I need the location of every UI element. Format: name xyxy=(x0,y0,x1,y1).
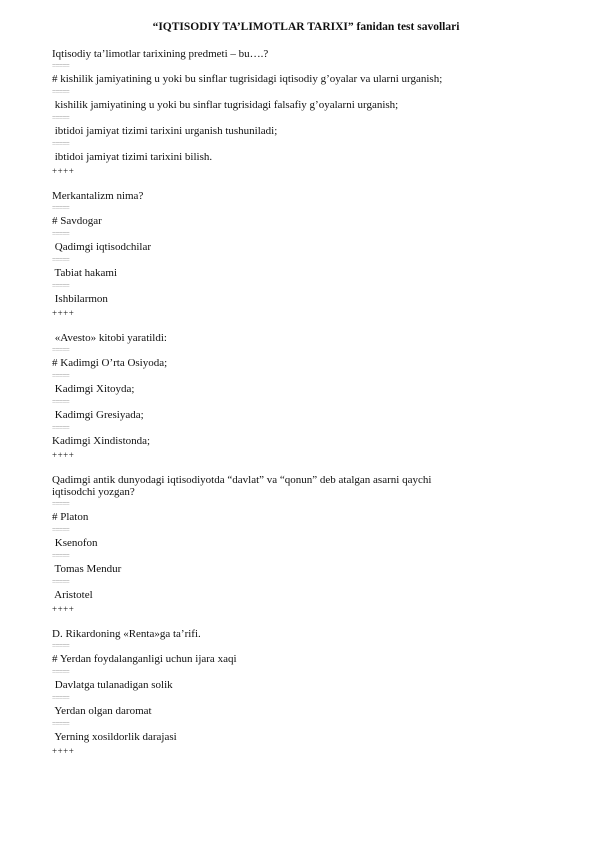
answer-option: kishilik jamiyatining u yoki bu sinflar tugrisidagi falsafiy g’oyalarni urganish; xyxy=(52,99,399,111)
separator: ===== xyxy=(52,694,70,702)
answer-option: # Yerdan foydalanganligi uchun ijara xaqi xyxy=(52,653,237,665)
answer-option: Ksenofon xyxy=(52,537,98,549)
separator: ===== xyxy=(52,552,70,560)
answer-option: Tomas Mendur xyxy=(52,563,122,575)
question-text: Iqtisodiy ta’limotlar tarixining predmeti – bu….? xyxy=(52,48,269,60)
answer-option: Tabiat hakami xyxy=(52,267,118,279)
answer-option: Ishbilarmon xyxy=(52,293,108,305)
separator: ===== xyxy=(52,346,70,354)
answer-option: Davlatga tulanadigan solik xyxy=(52,679,173,691)
answer-option: Yerning xosildorlik darajasi xyxy=(52,731,177,743)
separator: ===== xyxy=(52,88,70,96)
answer-option: Kadimgi Xitoyda; xyxy=(52,383,135,395)
answer-option: Yerdan olgan daromat xyxy=(52,705,152,717)
end-marker: ++++ xyxy=(52,450,75,460)
answer-option: # Kadimgi O’rta Osiyoda; xyxy=(52,357,168,369)
answer-option: ibtidoi jamiyat tizimi tarixini bilish. xyxy=(52,151,213,163)
separator: ===== xyxy=(52,642,70,650)
separator: ===== xyxy=(52,668,70,676)
end-marker: ++++ xyxy=(52,308,75,318)
separator: ===== xyxy=(52,230,70,238)
separator: ===== xyxy=(52,398,70,406)
separator: ===== xyxy=(52,720,70,728)
answer-option: # kishilik jamiyatining u yoki bu sinflar tugrisidagi iqtisodiy g’oyalar va ularni urganish; xyxy=(52,73,443,85)
question-text: D. Rikardoning «Renta»ga ta’rifi. xyxy=(52,628,201,640)
answer-option: Aristotel xyxy=(52,589,93,601)
end-marker: ++++ xyxy=(52,604,75,614)
end-marker: ++++ xyxy=(52,746,75,756)
question-block xyxy=(52,48,552,176)
answer-option: # Platon xyxy=(52,511,89,523)
separator: ===== xyxy=(52,256,70,264)
separator: ===== xyxy=(52,140,70,148)
separator: ===== xyxy=(52,114,70,122)
question-block xyxy=(52,474,552,614)
question-block xyxy=(52,628,552,756)
separator: ===== xyxy=(52,578,70,586)
answer-option: Qadimgi iqtisodchilar xyxy=(52,241,151,253)
separator: ===== xyxy=(52,372,70,380)
separator: ===== xyxy=(52,500,70,508)
question-block xyxy=(52,190,552,318)
separator: ===== xyxy=(52,526,70,534)
answer-option: Kadimgi Gresiyada; xyxy=(52,409,144,421)
question-text: Merkantalizm nima? xyxy=(52,190,144,202)
question-block xyxy=(52,332,552,460)
document-page xyxy=(52,20,552,770)
separator: ===== xyxy=(52,204,70,212)
document-title: “IQTISODIY TA’LIMOTLAR TARIXI” fanidan test savollari xyxy=(152,21,460,33)
separator: ===== xyxy=(52,282,70,290)
answer-option: ibtidoi jamiyat tizimi tarixini urganish tushuniladi; xyxy=(52,125,278,137)
question-text: «Avesto» kitobi yaratildi: xyxy=(52,332,167,344)
end-marker: ++++ xyxy=(52,166,75,176)
answer-option: # Savdogar xyxy=(52,215,102,227)
question-text: Qadimgi antik dunyodagi iqtisodiyotda “davlat” va “qonun” deb atalgan asarni qaychi iqtisodchi yozgan? xyxy=(52,474,432,498)
answer-option: Kadimgi Xindistonda; xyxy=(52,435,151,447)
separator: ===== xyxy=(52,424,70,432)
separator: ===== xyxy=(52,62,70,70)
